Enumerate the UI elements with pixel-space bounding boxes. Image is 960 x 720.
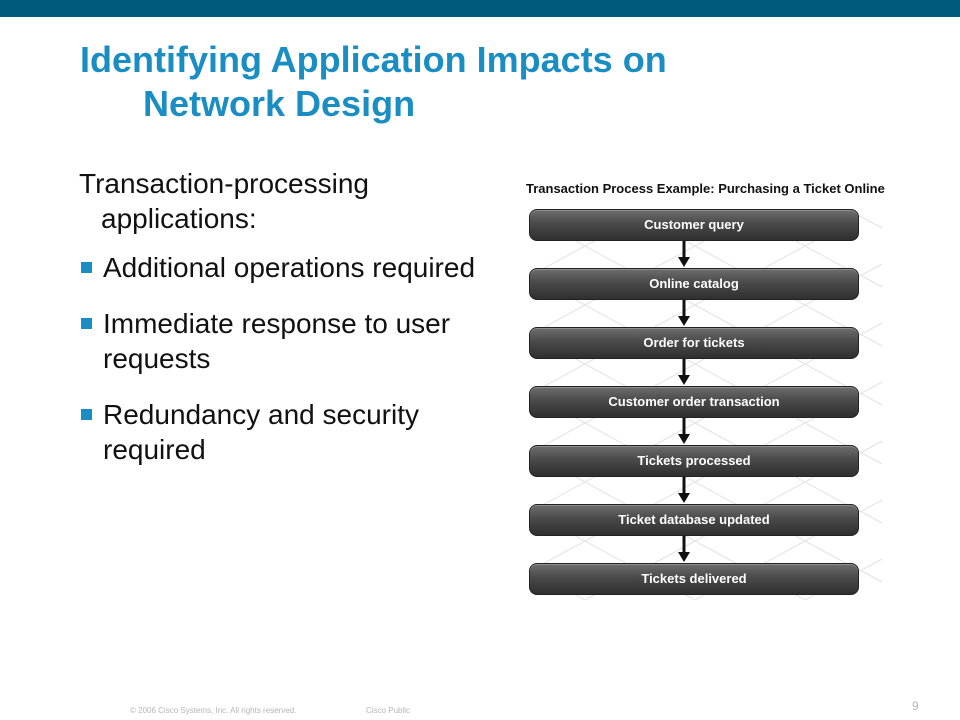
background-lattice-line: [860, 511, 882, 523]
background-lattice-line: [860, 323, 882, 335]
classification-text: Cisco Public: [366, 706, 411, 715]
bullet-text: Redundancy and security required: [103, 399, 419, 465]
page-number: 9: [912, 699, 919, 713]
background-lattice-line: [860, 441, 882, 453]
background-lattice-line: [860, 264, 882, 276]
down-arrow-icon: [678, 493, 690, 503]
process-step-label: Customer query: [644, 217, 744, 232]
slide-title-line-1: Identifying Application Impacts on: [80, 39, 667, 80]
bullet-list: [79, 250, 489, 467]
process-step-label: Online catalog: [649, 276, 739, 291]
intro-text: Transaction-processing applications:: [79, 168, 369, 234]
process-step: [529, 268, 859, 300]
process-step-label: Tickets processed: [637, 453, 751, 468]
square-bullet-icon: [81, 262, 92, 273]
bullet-text: Additional operations required: [103, 252, 476, 283]
top-banner: [0, 0, 960, 17]
bullet-text: Immediate response to user requests: [103, 308, 451, 374]
slide-title: [80, 38, 900, 126]
background-lattice-line: [860, 559, 882, 571]
process-step: [529, 209, 859, 241]
process-step: [529, 504, 859, 536]
process-step-label: Customer order transaction: [608, 394, 780, 409]
bullet-item: [79, 250, 489, 285]
slide-body: [79, 166, 489, 488]
transaction-process-diagram: [520, 176, 885, 600]
down-arrow-icon: [678, 257, 690, 267]
bullet-item: [79, 306, 489, 376]
process-step-label: Order for tickets: [643, 335, 745, 350]
square-bullet-icon: [81, 409, 92, 420]
process-step-label: Ticket database updated: [618, 512, 770, 527]
copyright-text: © 2006 Cisco Systems, Inc. All rights reserved.: [130, 706, 297, 715]
background-lattice-line: [860, 570, 882, 582]
process-step-label: Tickets delivered: [641, 571, 747, 586]
background-lattice-line: [860, 216, 882, 228]
background-lattice-line: [860, 334, 882, 346]
background-lattice-line: [860, 452, 882, 464]
square-bullet-icon: [81, 318, 92, 329]
down-arrow-icon: [678, 316, 690, 326]
process-step: [529, 445, 859, 477]
down-arrow-icon: [678, 434, 690, 444]
process-step: [529, 386, 859, 418]
background-lattice-line: [860, 500, 882, 512]
down-arrow-icon: [678, 552, 690, 562]
down-arrow-icon: [678, 375, 690, 385]
process-step: [529, 327, 859, 359]
background-lattice-line: [860, 275, 882, 287]
background-lattice-line: [860, 382, 882, 394]
bullet-item: [79, 397, 489, 467]
diagram-title: Transaction Process Example: Purchasing a Ticket Online: [526, 181, 885, 196]
process-step: [529, 563, 859, 595]
background-lattice-line: [860, 393, 882, 405]
slide-title-line-2: Network Design: [143, 83, 416, 124]
